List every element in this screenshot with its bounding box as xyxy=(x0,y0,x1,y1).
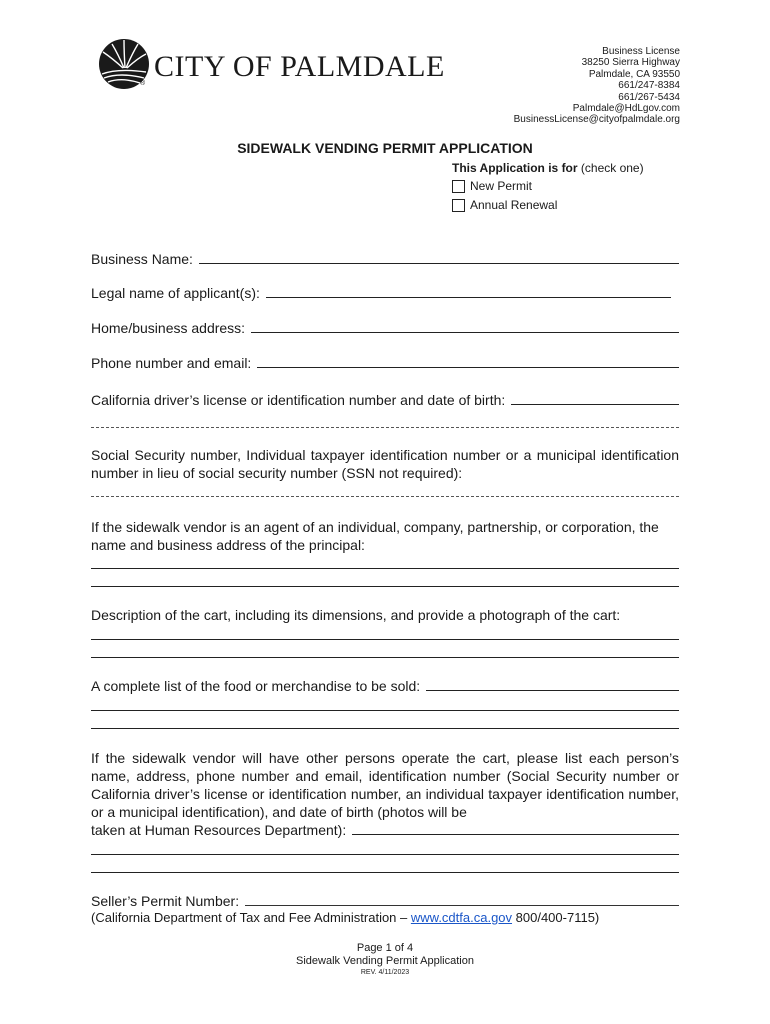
food-list-field[interactable] xyxy=(91,678,679,694)
business-name-input-line[interactable] xyxy=(199,263,679,264)
phone-email-input-line[interactable] xyxy=(257,367,679,368)
license-label: California driver’s license or identification number and date of birth: xyxy=(91,392,506,408)
registered-mark: ® xyxy=(140,80,146,87)
ssn-input-line[interactable] xyxy=(91,496,679,497)
contact-city: Palmdale, CA 93550 xyxy=(588,68,680,80)
contact-phone-1: 661/247-8384 xyxy=(618,80,680,92)
footer-doc-title: Sidewalk Vending Permit Application xyxy=(296,955,474,967)
page-number: Page 1 of 4 xyxy=(356,942,414,954)
new-permit-checkbox[interactable] xyxy=(452,180,465,193)
address-input-line[interactable] xyxy=(251,332,679,333)
contact-email-2[interactable]: BusinessLicense@cityofpalmdale.org xyxy=(513,114,680,126)
cart-input-line-2[interactable] xyxy=(91,657,679,658)
cdtfa-link[interactable]: www.cdtfa.ca.gov xyxy=(410,910,513,925)
food-list-input-line[interactable] xyxy=(426,690,679,691)
application-type-label-rest: (check one) xyxy=(577,161,644,175)
food-input-line-2[interactable] xyxy=(91,710,679,711)
address-label: Home/business address: xyxy=(91,320,246,336)
seller-permit-input-line[interactable] xyxy=(245,905,679,906)
seller-permit-label: Seller’s Permit Number: xyxy=(91,893,240,909)
business-name-field[interactable] xyxy=(91,251,679,267)
legal-name-field[interactable] xyxy=(91,285,671,301)
annual-renewal-label: Annual Renewal xyxy=(470,198,558,212)
application-type-label-bold: This Application is for xyxy=(452,161,578,175)
other-persons-field[interactable] xyxy=(91,822,679,838)
phone-email-label: Phone number and email: xyxy=(91,355,252,371)
cdtfa-note-after: 800/400-7115) xyxy=(512,910,600,925)
seller-permit-field[interactable] xyxy=(91,893,679,909)
other-persons-input-line-2[interactable] xyxy=(91,854,679,855)
license-field[interactable] xyxy=(91,392,679,408)
contact-department: Business License xyxy=(602,46,680,57)
new-permit-option[interactable] xyxy=(452,179,532,193)
cdtfa-note xyxy=(91,910,599,925)
cdtfa-note-before: (California Department of Tax and Fee Administration – xyxy=(91,910,411,925)
agent-paragraph: If the sidewalk vendor is an agent of an individual, company, partnership, or corporation, the name and business address of the principal: xyxy=(91,519,659,553)
revision-date: REV. 4/11/2023 xyxy=(360,969,410,976)
page-title: SIDEWALK VENDING PERMIT APPLICATION xyxy=(237,140,533,156)
phone-email-field[interactable] xyxy=(91,355,679,371)
agent-input-line-1[interactable] xyxy=(91,568,679,569)
legal-name-label: Legal name of applicant(s): xyxy=(91,285,260,301)
city-logo-text: CITY OF PALMDALE xyxy=(154,50,445,83)
food-input-line-3[interactable] xyxy=(91,728,679,729)
new-permit-label: New Permit xyxy=(470,179,533,193)
application-type-label xyxy=(452,161,644,175)
other-persons-input-line[interactable] xyxy=(352,834,679,835)
contact-phone-2: 661/267-5434 xyxy=(618,91,680,103)
food-list-label: A complete list of the food or merchandise to be sold: xyxy=(91,678,421,694)
cart-description-label: Description of the cart, including its dimensions, and provide a photograph of the cart: xyxy=(91,607,621,623)
ssn-paragraph: Social Security number, Individual taxpayer identification number or a municipal identification number in lieu of social security number (SSN not required): xyxy=(91,447,679,481)
cart-input-line-1[interactable] xyxy=(91,639,679,640)
legal-name-input-line[interactable] xyxy=(266,297,671,298)
agent-input-line-2[interactable] xyxy=(91,586,679,587)
other-persons-paragraph: If the sidewalk vendor will have other persons operate the cart, please list each person’s name, address, phone number and email, identification number (Social Security number or California driver’s license or identification number, an individual taxpayer identification number, or a municipal identification), and date of birth (photos will be xyxy=(91,750,679,820)
license-input-line[interactable] xyxy=(511,404,679,405)
annual-renewal-option[interactable] xyxy=(452,198,557,212)
annual-renewal-checkbox[interactable] xyxy=(452,199,465,212)
contact-block xyxy=(514,46,680,126)
address-field[interactable] xyxy=(91,320,679,336)
other-persons-last-line: taken at Human Resources Department): xyxy=(91,822,347,838)
page-footer xyxy=(0,942,770,977)
business-name-label: Business Name: xyxy=(91,251,193,267)
license-input-line-2[interactable] xyxy=(91,427,679,428)
contact-street: 38250 Sierra Highway xyxy=(581,57,680,69)
other-persons-input-line-3[interactable] xyxy=(91,872,679,873)
contact-email-1[interactable]: Palmdale@HdLgov.com xyxy=(572,103,680,115)
